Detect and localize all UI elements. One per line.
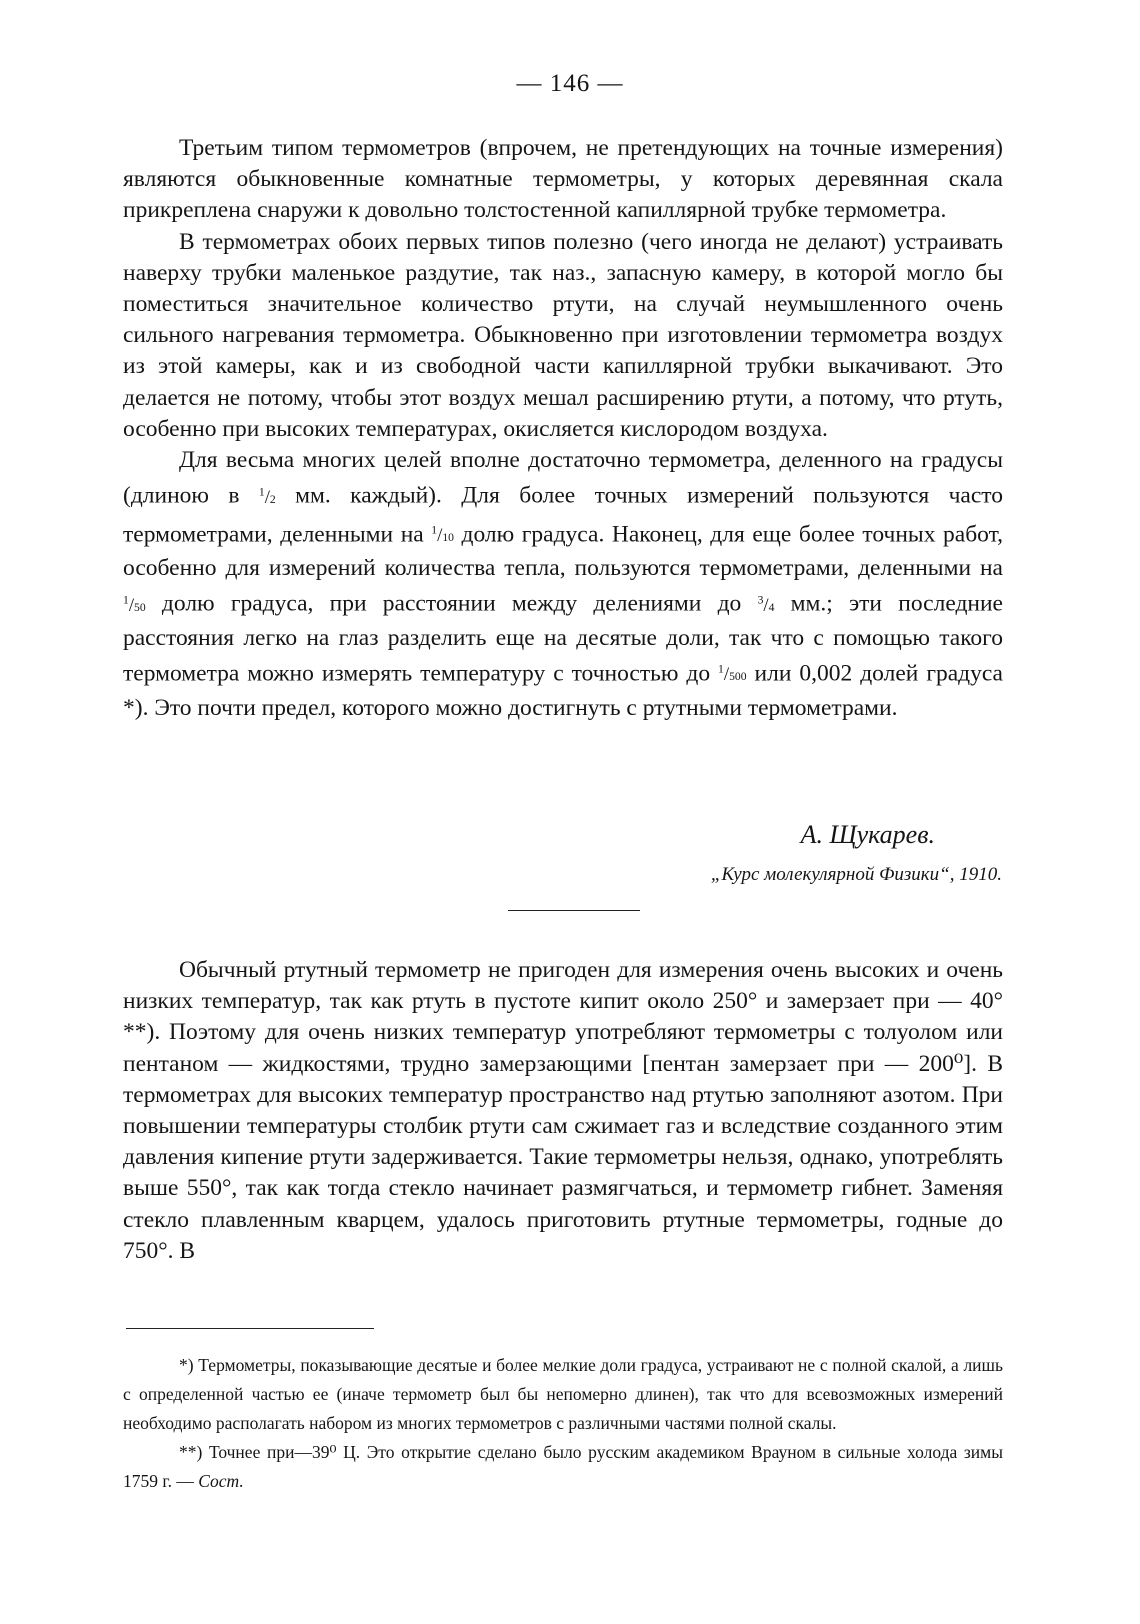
footnote-1: *) Термометры, показывающие десятые и более мелкие доли градуса, устраивают не с полной скалой, а лишь с определенной частью ее (иначе термометр был бы непомерно длинен), так что для всевозможных измерений необходимо располагать набором из многих термометров с различными частями полной скалы.: [123, 1355, 1003, 1433]
footnote-2-text: **) Точнее при—39⁰ Ц. Это открытие сделано было русским академиком Врауном в сильные холода зимы 1759 г. —: [123, 1442, 1003, 1491]
fraction-fiftieth-num: 1: [123, 593, 129, 607]
fraction-tenth-den: 10: [442, 530, 454, 544]
author-signature: А. Щукарев.: [800, 820, 935, 849]
article-section-1: [123, 133, 1003, 724]
paragraph-3-text-d: долю градуса, при расстоянии между делениями до: [145, 590, 758, 617]
fraction-half-den: 2: [269, 492, 276, 506]
fraction-five-hundredth-den: 500: [729, 670, 747, 684]
footnote-rule: [126, 1328, 374, 1329]
footnote-2-attribution: Сост.: [198, 1471, 244, 1491]
footnote-2: [123, 1438, 1003, 1496]
fraction-tenth: $^1$/10: [431, 523, 454, 546]
fraction-fiftieth-den: 50: [134, 600, 146, 614]
fraction-three-quarters-num: 3: [757, 593, 764, 607]
paragraph-4: Обычный ртутный термометр не пригоден для измерения очень высоких и очень низких температур, так как ртуть в пустоте кипит около 250° и замерзает при — 40° **). Поэтому для очень низких температур употребляют термометры с толуолом или пентаном — жидкостями, трудно замерзающими [пентан замерзает при — 200⁰]. В термометрах для высоких температур пространство над ртутью заполняют азотом. При повышении температуры столбик ртути сам сжимает газ и вследствие созданного этим давления кипение ртути задерживается. Такие термометры нельзя, однако, употреблять выше 550°, так как тогда стекло начинает размягчаться, и термометр гибнет. Заменяя стекло плавленным кварцем, удалось приготовить ртутные термометры, годные до 750°. В: [123, 957, 1003, 1264]
paragraph-3-text-c: долю градуса. Наконец, для еще более точных работ, особенно для измерений количества тепла, пользуются термометрами, деленными на: [123, 520, 1003, 582]
paragraph-2: В термометрах обоих первых типов полезно (чего иногда не делают) устраивать наверху трубки маленькое раздутие, так наз., запасную камеру, в которой могло бы поместиться значительное количество ртути, на случай неумышленного очень сильного нагревания термометра. Обыкновенно при изготовлении термометра воздух из этой камеры, как и из свободной части капиллярной трубки выкачивают. Это делается не потому, чтобы этот воздух мешал расширению ртути, а потому, что ртуть, особенно при высоких температурах, окисляется кислородом воздуха.: [123, 228, 1003, 442]
article-section-2: [123, 955, 1003, 1267]
section-divider: [508, 910, 640, 911]
fraction-three-quarters-den: 4: [768, 600, 775, 614]
paragraph-3-text-e: мм.; эти последние расстояния легко на глаз разделить еще на десятые доли, так что с помощью такого термометра можно измерять температуру с точностью до: [123, 590, 1003, 687]
paragraph-3-text-a: Для весьма многих целей вполне достаточно термометра, деленного на градусы (длиною в: [123, 447, 1003, 509]
fraction-five-hundredth: $^1$/500: [718, 663, 747, 686]
fraction-half: $^1$/2: [258, 485, 276, 508]
source-citation: „Курс молекулярной Физики“, 1910.: [710, 864, 1002, 885]
footnotes: [123, 1328, 1003, 1496]
fraction-tenth-num: 1: [431, 523, 438, 537]
paragraph-3-text-f: или 0,002 долей градуса *). Это почти предел, которого можно достигнуть с ртутными термометрами.: [123, 660, 1003, 721]
page-number: — 146 —: [516, 70, 624, 97]
fraction-half-num: 1: [258, 485, 265, 499]
paragraph-3-text-b: мм. каждый). Для более точных измерений пользуются часто термометрами, деленными на: [123, 482, 1003, 547]
fraction-fiftieth: $^1$/50: [123, 593, 146, 616]
fraction-three-quarters: $^3$/4: [757, 593, 775, 616]
fraction-five-hundredth-num: 1: [718, 663, 724, 677]
paragraph-3: [123, 445, 1003, 724]
paragraph-1: Третьим типом термометров (впрочем, не претендующих на точные измерения) являются обыкновенные комнатные термометры, у которых деревянная скала прикреплена снаружи к довольно толстостенной капиллярной трубке термометра.: [123, 135, 1003, 224]
